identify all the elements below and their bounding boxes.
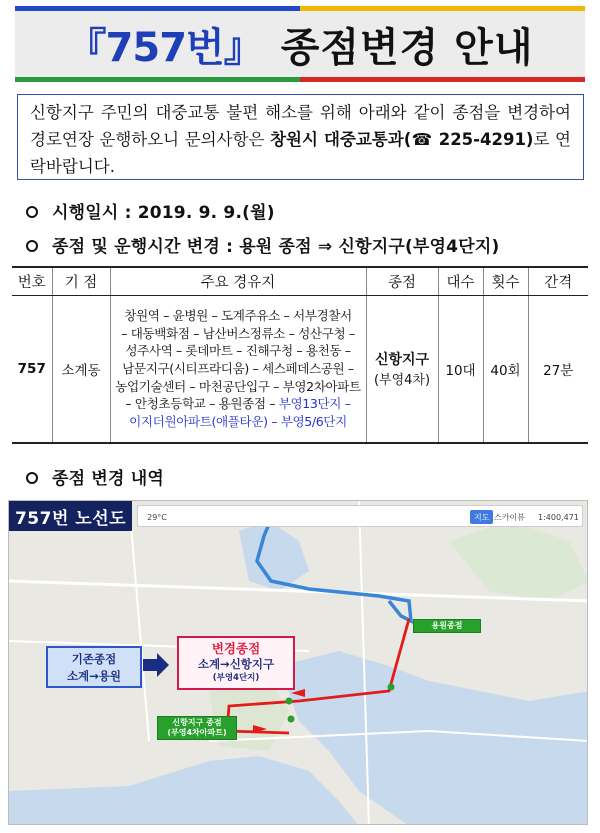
route-line xyxy=(111,395,366,413)
cell-origin: 소계동 xyxy=(52,295,110,443)
map-title: 757번 노선도 xyxy=(9,501,132,531)
bullet-date xyxy=(26,198,275,223)
circle-bullet-icon xyxy=(26,206,38,218)
legend-old-terminal xyxy=(46,646,142,688)
route-new-stops-line: 이지더원아파트(애플타운) – 부영5/6단지 xyxy=(129,413,347,429)
legend-new-title: 변경종점 xyxy=(211,641,261,656)
title-box xyxy=(15,11,585,77)
destination-sub: (부영4차) xyxy=(373,373,431,389)
road xyxy=(129,501,149,741)
table-row xyxy=(12,295,588,443)
sinhang-label-line1: 신항지구 종점 xyxy=(172,718,222,727)
map-view-button[interactable]: 지도 xyxy=(470,510,493,524)
map-toolbar xyxy=(137,505,583,527)
route-line: 남문지구(시티프라디움) – 세스페데스공원 – xyxy=(122,360,354,376)
legend-old-title: 기존종점 xyxy=(71,652,117,666)
notice-contact: 창원시 대중교통과(☎ 225-4291) xyxy=(270,130,534,149)
sinhang-label-line2: (부영4차아파트) xyxy=(167,728,227,737)
notice-text: 신항지구 주민의 대중교통 불편 해소를 위해 아래와 같이 종점을 변경하여 경로연장 운행하오니 문의사항은 xyxy=(30,103,571,149)
destination-main: 신항지구 xyxy=(374,352,430,369)
legend-new-route: 소계→신항지구 xyxy=(197,657,275,671)
title-banner xyxy=(15,6,585,82)
legend-arrow-icon xyxy=(143,653,169,677)
bus-stop-marker xyxy=(388,684,395,691)
circle-bullet-icon xyxy=(26,472,38,484)
col-header-vehicles: 대수 xyxy=(438,267,483,295)
col-header-destination: 종점 xyxy=(366,267,438,295)
skyview-button[interactable]: 스카이뷰 xyxy=(494,512,525,522)
bullet-history xyxy=(26,464,164,489)
sinhang-terminal-label xyxy=(157,716,237,740)
cell-interval: 27분 xyxy=(528,295,588,443)
legend-new-terminal xyxy=(177,636,295,690)
col-header-trips: 횟수 xyxy=(483,267,528,295)
route-line-part: – 안청초등학교 – 용원종점 – xyxy=(125,396,279,412)
park-area xyxy=(449,521,588,601)
title-heading: 종점변경 안내 xyxy=(280,24,534,71)
table-header-row xyxy=(12,267,588,295)
bus-stop-marker xyxy=(286,698,293,705)
weather-readout: 29°C xyxy=(147,512,167,522)
cell-vehicles: 10대 xyxy=(438,295,483,443)
route-table xyxy=(12,266,588,444)
cell-route xyxy=(110,295,366,443)
title-route-number: 『757번』 xyxy=(66,24,263,71)
sea-area xyxy=(9,756,359,825)
cell-trips: 40회 xyxy=(483,295,528,443)
route-line: 성주사역 – 롯데마트 – 진해구청 – 용천동 – xyxy=(125,343,351,359)
notice-text-end: 로 연락바랍니다. xyxy=(30,130,571,176)
bullet-date-text: 시행일시 : 2019. 9. 9.(월) xyxy=(52,203,275,223)
route-new-stops: 부영13단지 – xyxy=(278,396,351,412)
title-bottom-colorbar xyxy=(15,77,585,82)
cell-destination xyxy=(366,295,438,443)
cell-number: 757 xyxy=(12,295,52,443)
bullet-history-text: 종점 변경 내역 xyxy=(52,469,164,489)
notice-box xyxy=(17,94,584,180)
col-header-number: 번호 xyxy=(12,267,52,295)
legend-old-route: 소계→용원 xyxy=(66,669,122,683)
col-header-origin: 기 점 xyxy=(52,267,110,295)
route-map xyxy=(8,500,588,825)
legend-new-detail: (부영4단지) xyxy=(212,673,260,683)
route-line: 농업기술센터 – 마천공단입구 – 부영2차아파트 xyxy=(115,378,361,394)
bus-stop-marker xyxy=(288,716,295,723)
route-line: – 대동백화점 – 남산버스정류소 – 성산구청 – xyxy=(121,325,355,341)
yongwon-terminal-label: 용원종점 xyxy=(413,619,481,633)
circle-bullet-icon xyxy=(26,240,38,252)
col-header-route: 주요 경유지 xyxy=(110,267,366,295)
col-header-interval: 간격 xyxy=(528,267,588,295)
route-line: 창원역 – 윤병원 – 도계주유소 – 서부경찰서 xyxy=(124,308,352,324)
bullet-change xyxy=(26,232,499,257)
bullet-change-text: 종점 및 운행시간 변경 : 용원 종점 ⇒ 신항지구(부영4단지) xyxy=(52,237,500,257)
scale-readout: 1:400,471 xyxy=(538,512,579,522)
